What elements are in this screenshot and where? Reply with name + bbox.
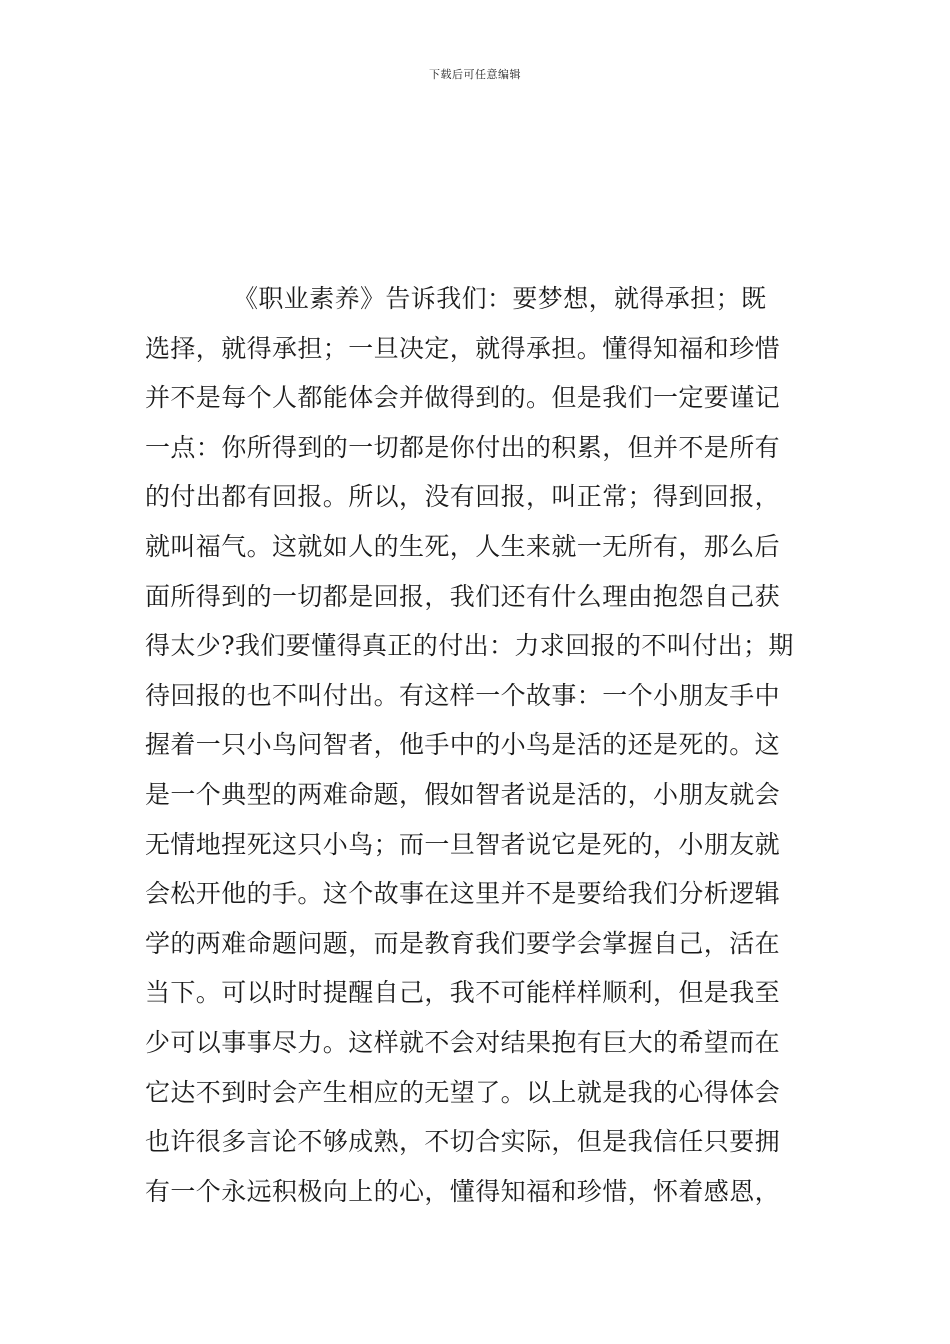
document-body [145, 274, 810, 1216]
body-line: 并不是每个人都能体会并做得到的。但是我们一定要谨记 [145, 383, 781, 413]
body-line: 面所得到的一切都是回报，我们还有什么理由抱怨自己获 [145, 581, 781, 611]
body-line: 得太少?我们要懂得真正的付出：力求回报的不叫付出；期 [145, 631, 794, 661]
body-line: 会松开他的手。这个故事在这里并不是要给我们分析逻辑 [145, 879, 781, 909]
body-line: 少可以事事尽力。这样就不会对结果抱有巨大的希望而在 [145, 1027, 781, 1057]
body-line: 有一个永远积极向上的心，懂得知福和珍惜，怀着感恩， [145, 1176, 781, 1206]
body-line: 学的两难命题问题，而是教育我们要学会掌握自己，活在 [145, 928, 781, 958]
body-line: 待回报的也不叫付出。有这样一个故事：一个小朋友手中 [145, 680, 781, 710]
body-line: 一点：你所得到的一切都是你付出的积累，但并不是所有 [145, 432, 781, 462]
body-line: 当下。可以时时提醒自己，我不可能样样顺利，但是我至 [145, 978, 781, 1008]
body-line: 是一个典型的两难命题，假如智者说是活的，小朋友就会 [145, 779, 781, 809]
body-line: 选择，就得承担；一旦决定，就得承担。懂得知福和珍惜 [145, 333, 781, 363]
body-line: 也许很多言论不够成熟，不切合实际，但是我信任只要拥 [145, 1127, 781, 1157]
body-line: 握着一只小鸟问智者，他手中的小鸟是活的还是死的。这 [145, 730, 781, 760]
page-header-note: 下载后可任意编辑 [429, 68, 521, 81]
body-line: 无情地捏死这只小鸟；而一旦智者说它是死的，小朋友就 [145, 829, 781, 859]
body-line: 就叫福气。这就如人的生死，人生来就一无所有，那么后 [145, 531, 781, 561]
body-line: 《职业素养》告诉我们：要梦想，就得承担；既 [233, 284, 767, 313]
body-line: 它达不到时会产生相应的无望了。以上就是我的心得体会 [145, 1077, 781, 1107]
body-line: 的付出都有回报。所以，没有回报，叫正常；得到回报， [145, 482, 781, 512]
